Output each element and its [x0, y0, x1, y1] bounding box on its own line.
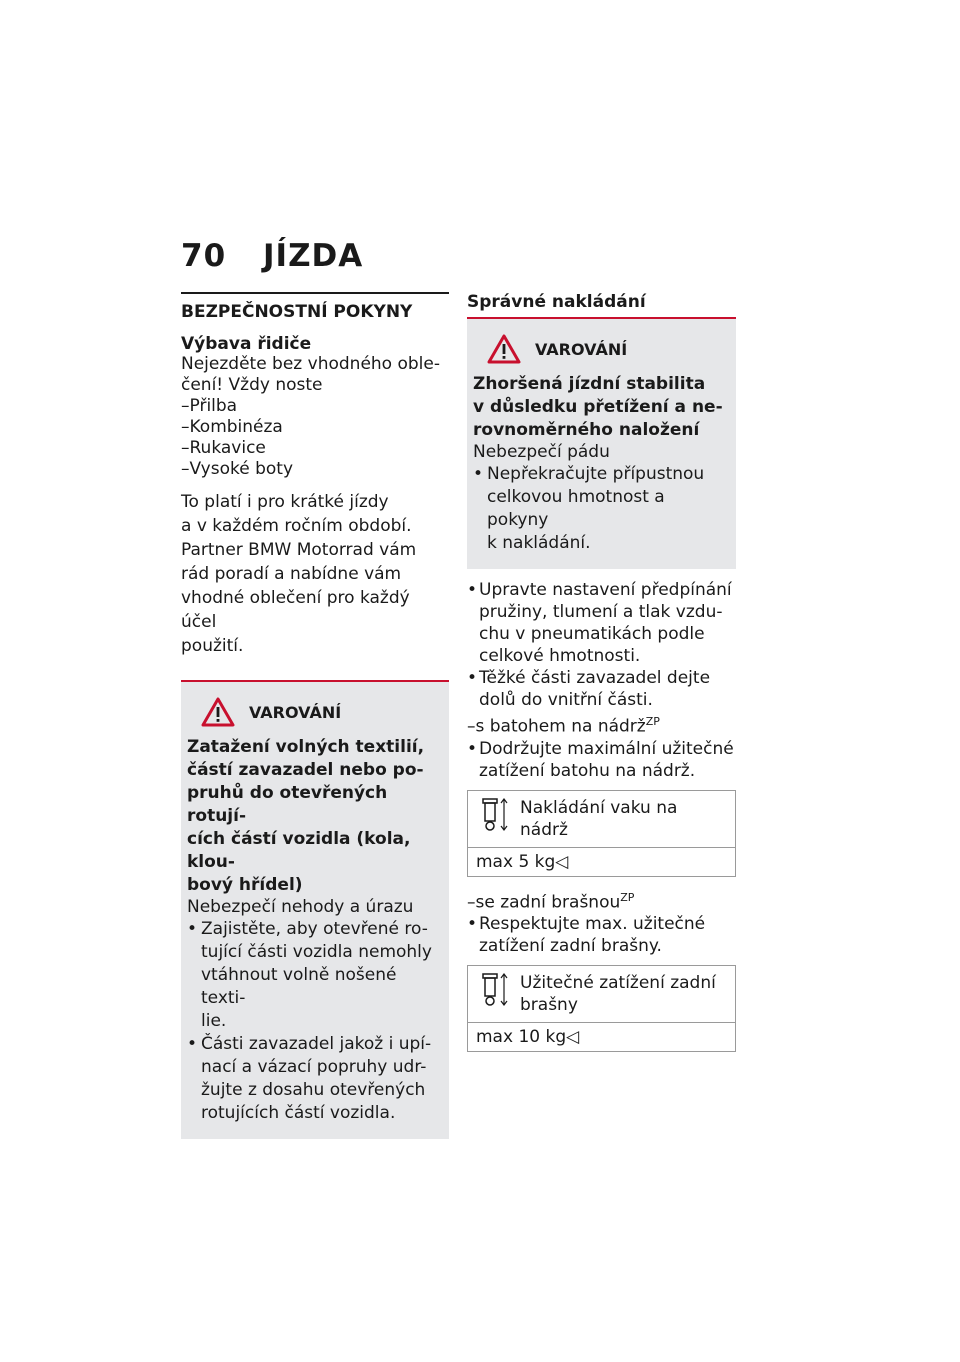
list-item: –Rukavice: [181, 438, 266, 458]
chapter-title: JÍZDA: [263, 238, 364, 274]
subsection-title: Výbava řidiče: [181, 334, 312, 354]
bullet-line: • Nepřekračujte přípustnou: [487, 464, 705, 484]
warning-header: [473, 333, 730, 365]
warning-title-line: v důsledku přetížení a ne-: [473, 397, 723, 417]
section-title: BEZPEČNOSTNÍ POKYNY: [181, 302, 413, 322]
para-line: Partner BMW Motorrad vám: [181, 540, 417, 560]
list-item: –Kombinéza: [181, 417, 283, 437]
page-number: 70: [181, 238, 227, 274]
list-item: –Přilba: [181, 396, 238, 416]
spec-label: [520, 972, 716, 1016]
bullet-line: zatížení zadní brašny.: [479, 936, 662, 957]
intro-line: čení! Vždy noste: [181, 375, 323, 395]
load-weight-icon: [480, 797, 510, 833]
bullet-line: tující části vozidla nemohly: [201, 942, 432, 962]
warning-title-line: cích částí vozidla (kola, klou-: [187, 829, 411, 872]
para-line: To platí i pro krátké jízdy: [181, 492, 389, 512]
left-column: [181, 292, 449, 1139]
page-header: [181, 238, 363, 274]
list-item: –Vysoké boty: [181, 459, 294, 479]
bullet-item: [467, 667, 736, 711]
warning-label: VAROVÁNÍ: [535, 339, 628, 359]
bullet-item: [467, 913, 736, 957]
spec-value: max 5 kg◁: [476, 851, 569, 872]
warning-title: [187, 736, 443, 897]
bullet-item: [467, 579, 736, 667]
warning-title-line: bový hřídel): [187, 875, 303, 895]
bullet-line: lie.: [201, 1011, 227, 1031]
spec-box: [467, 790, 736, 877]
bullet-line: rotujících částí vozidla.: [201, 1103, 396, 1123]
spec-value: max 10 kg◁: [476, 1027, 580, 1048]
bullet-line: • Části zavazadel jakož i upí-: [201, 1034, 432, 1054]
para-line: vhodné oblečení pro každý účel: [181, 588, 410, 632]
warning-header: [187, 696, 443, 728]
load-weight-icon: [480, 972, 510, 1008]
warning-subtitle: Nebezpečí pádu: [473, 442, 610, 462]
bullet-line: celkové hmotnosti.: [479, 646, 641, 666]
bullet-line: chu v pneumatikách podle: [479, 624, 705, 644]
para-line: a v každém ročním období.: [181, 516, 412, 536]
dash-text: –se zadní brašnou: [467, 892, 621, 913]
option-mark: ZP: [620, 890, 635, 904]
warning-box: [181, 682, 449, 1139]
warning-title-line: Zhoršená jízdní stabilita: [473, 374, 706, 394]
warning-title-line: Zatažení volných textilií,: [187, 737, 425, 757]
warning-title: [473, 373, 730, 442]
warning-title-line: částí zavazadel nebo po-: [187, 760, 424, 780]
bullet-line: • Těžké části zavazadel dejte: [479, 668, 711, 688]
warning-triangle-icon: [487, 334, 521, 364]
bullet-line: zatížení batohu na nádrž.: [479, 760, 696, 781]
spec-label-line: Užitečné zatížení zadní: [520, 973, 716, 994]
option-mark: ZP: [645, 715, 660, 728]
dash-item: [467, 887, 736, 914]
warning-triangle-icon: [201, 697, 235, 727]
bullet-line: • Respektujte max. užitečné: [479, 914, 706, 935]
para-line: použití.: [181, 636, 244, 656]
spec-label-line: brašny: [520, 995, 578, 1016]
bullet-item: [467, 738, 736, 782]
dash-text: –s batohem na nádrž: [467, 716, 646, 737]
bullet-line: nací a vázací popruhy udr-: [201, 1057, 427, 1077]
warning-subtitle: Nebezpečí nehody a úrazu: [187, 897, 414, 917]
section-title: Správné nakládání: [467, 292, 646, 312]
bullet-line: žujte z dosahu otevřených: [201, 1080, 426, 1100]
intro-line: Nejezděte bez vhodného oble-: [181, 354, 440, 374]
bullet-line: • Dodržujte maximální užitečné: [479, 738, 734, 759]
para-line: rád poradí a nabídne vám: [181, 564, 402, 584]
bullet-line: dolů do vnitřní části.: [479, 690, 653, 710]
dash-item: [467, 711, 736, 738]
bullet-line: vtáhnout volně nošené texti-: [201, 965, 397, 1008]
warning-label: VAROVÁNÍ: [249, 702, 342, 722]
spec-box-header: [468, 791, 735, 848]
right-column: [467, 292, 736, 1052]
bullet-line: • Upravte nastavení předpínání: [479, 580, 732, 600]
spec-box-header: [468, 966, 735, 1023]
warning-title-line: rovnoměrného naložení: [473, 420, 700, 440]
spec-label: Nakládání vaku na nádrž: [520, 797, 678, 840]
warning-box: [467, 319, 736, 569]
bullet-line: k nakládání.: [487, 533, 591, 553]
warning-bullet: [187, 918, 443, 1033]
warning-title-line: pruhů do otevřených rotují-: [187, 783, 388, 826]
warning-bullet: [187, 1033, 443, 1125]
bullet-line: pružiny, tlumení a tlak vzdu-: [479, 602, 723, 622]
bullet-line: celkovou hmotnost a pokyny: [487, 487, 665, 530]
warning-bullet: [473, 463, 730, 555]
spec-box: [467, 965, 736, 1052]
bullet-line: • Zajistěte, aby otevřené ro-: [201, 919, 428, 939]
